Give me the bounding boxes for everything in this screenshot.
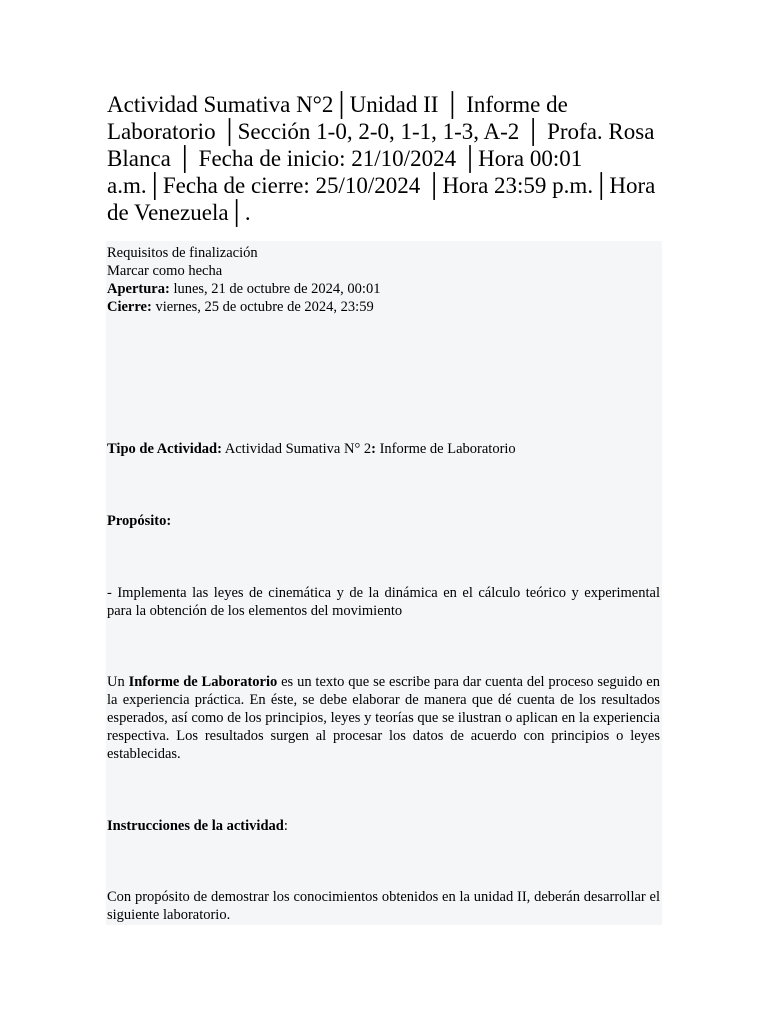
activity-type-colon: : — [371, 441, 376, 457]
opening-date — [107, 280, 660, 298]
activity-type-value: Actividad Sumativa N° 2 — [221, 441, 372, 457]
closing-value: viernes, 25 de octubre de 2024, 23:59 — [151, 299, 374, 315]
purpose-heading-text: Propósito: — [107, 513, 172, 529]
instructions-heading — [107, 817, 660, 835]
report-definition-bold: Informe de Laboratorio — [128, 674, 278, 690]
closing-date — [107, 298, 660, 316]
report-definition-prefix: Un — [107, 674, 129, 690]
closing-label: Cierre: — [107, 299, 152, 315]
instructions-colon: : — [283, 818, 288, 834]
purpose-heading — [107, 512, 660, 530]
instructions-text: Con propósito de demostrar los conocimientos obtenidos en la unidad II, deberán desarrollar el siguiente laboratorio. — [107, 889, 660, 923]
activity-type-paragraph — [107, 440, 660, 458]
opening-label: Apertura: — [107, 281, 170, 297]
completion-info — [107, 244, 660, 316]
completion-requirements-label: Requisitos de finalización — [107, 245, 258, 261]
instructions-heading-text: Instrucciones de la actividad — [107, 818, 284, 834]
mark-as-done-button[interactable]: Marcar como hecha — [107, 263, 223, 279]
opening-value: lunes, 21 de octubre de 2024, 00:01 — [169, 281, 381, 297]
report-definition-paragraph — [107, 673, 660, 763]
purpose-item: - Implementa las leyes de cinemática y de la dinámica en el cálculo teórico y experimental para la obtención de los elementos del movimiento — [107, 585, 660, 619]
activity-type-label: Tipo de Actividad: — [107, 441, 222, 457]
activity-type-value-2: Informe de Laboratorio — [375, 441, 516, 457]
report-definition-rest: es un texto que se escribe para dar cuenta del proceso seguido en la experiencia práctica. En éste, se debe elaborar de manera que dé cuenta de los resultados esperados, así como de los principios, leyes y teorías que se ilustran o aplican en la experiencia respectiva. Los resultados surgen al procesar los datos de acuerdo con principios o leyes establecidas. — [107, 674, 660, 762]
page-title: Actividad Sumativa N°2│Unidad II │ Informe de Laboratorio │Sección 1-0, 2-0, 1-1, 1-3, A-2 │ Profa. Rosa Blanca │ Fecha de inicio: 21/10/2024 │Hora 00:01 a.m.│Fecha de cierre: 25/10/2024 │Hora 23:59 p.m.│Hora de Venezuela│. — [107, 92, 656, 225]
